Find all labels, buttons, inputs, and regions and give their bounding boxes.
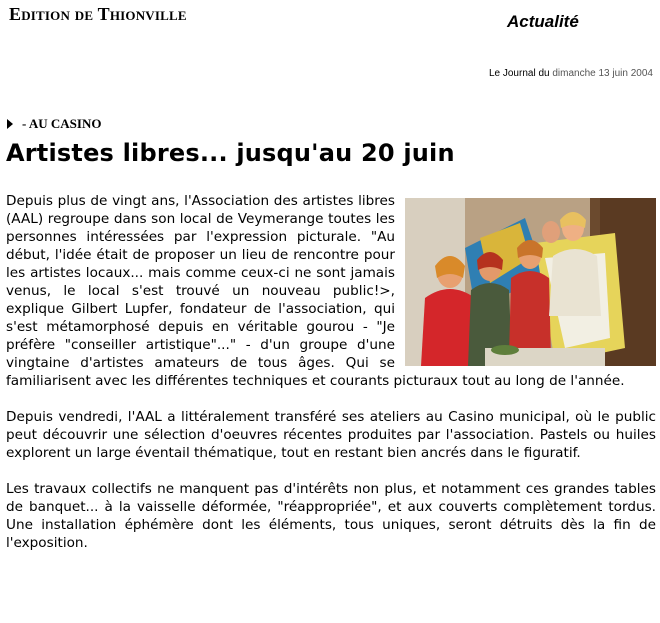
article-photo [405, 198, 656, 366]
paragraph: Les travaux collectifs ne manquent pas d'intérêts non plus, et notamment ces grandes tables de banquet... à la vaisselle déformée, "réappropriée", et aux couverts complètement tordus. Une installation éphémère dont les éléments, tous uniques, seront détruits dès la fin de l'exposition. [6, 481, 656, 551]
kicker [6, 116, 101, 132]
article-body [6, 192, 656, 570]
publication-date: dimanche 13 juin 2004 [552, 68, 653, 79]
kicker-text: - AU CASINO [22, 116, 102, 131]
section-label: Actualité [507, 12, 579, 31]
dateline [489, 68, 653, 79]
paragraph: Depuis vendredi, l'AAL a littéralement transféré ses ateliers au Casino municipal, où le public peut découvrir une sélection d'oeuvres récentes produites par l'association. Pastels ou huiles explorent un large éventail thématique, tout en restant bien ancrés dans le figuratif. [6, 409, 656, 461]
triangle-bullet-icon [7, 119, 13, 129]
photo-illustration [405, 198, 656, 366]
paragraph: Depuis plus de vingt ans, l'Association des artistes libres (AAL) regroupe dans son local de Veymerange toutes les personnes intéressées par l'expression picturale. "Au début, l'idée était de proposer un lieu de rencontre pour les artistes locaux... mais comme ceux-ci ne sont jamais venus, le local s'est trouvé un nouveau public!>, explique Gilbert Lupfer, fondateur de l'association, qui s'est métamorphosé depuis en véritable gourou - "Je préfère "conseiller artistique"..." - d'un groupe d'une vingtaine d'artistes amateurs de tous âges. Qui se familiarisent avec les différentes techniques et courants picturaux tout au long de l'année. [6, 193, 625, 389]
edition-title: Edition de Thionville [9, 4, 187, 24]
article-title: Artistes libres... jusqu'au 20 juin [6, 139, 455, 167]
journal-prefix: Le Journal du [488, 68, 550, 79]
